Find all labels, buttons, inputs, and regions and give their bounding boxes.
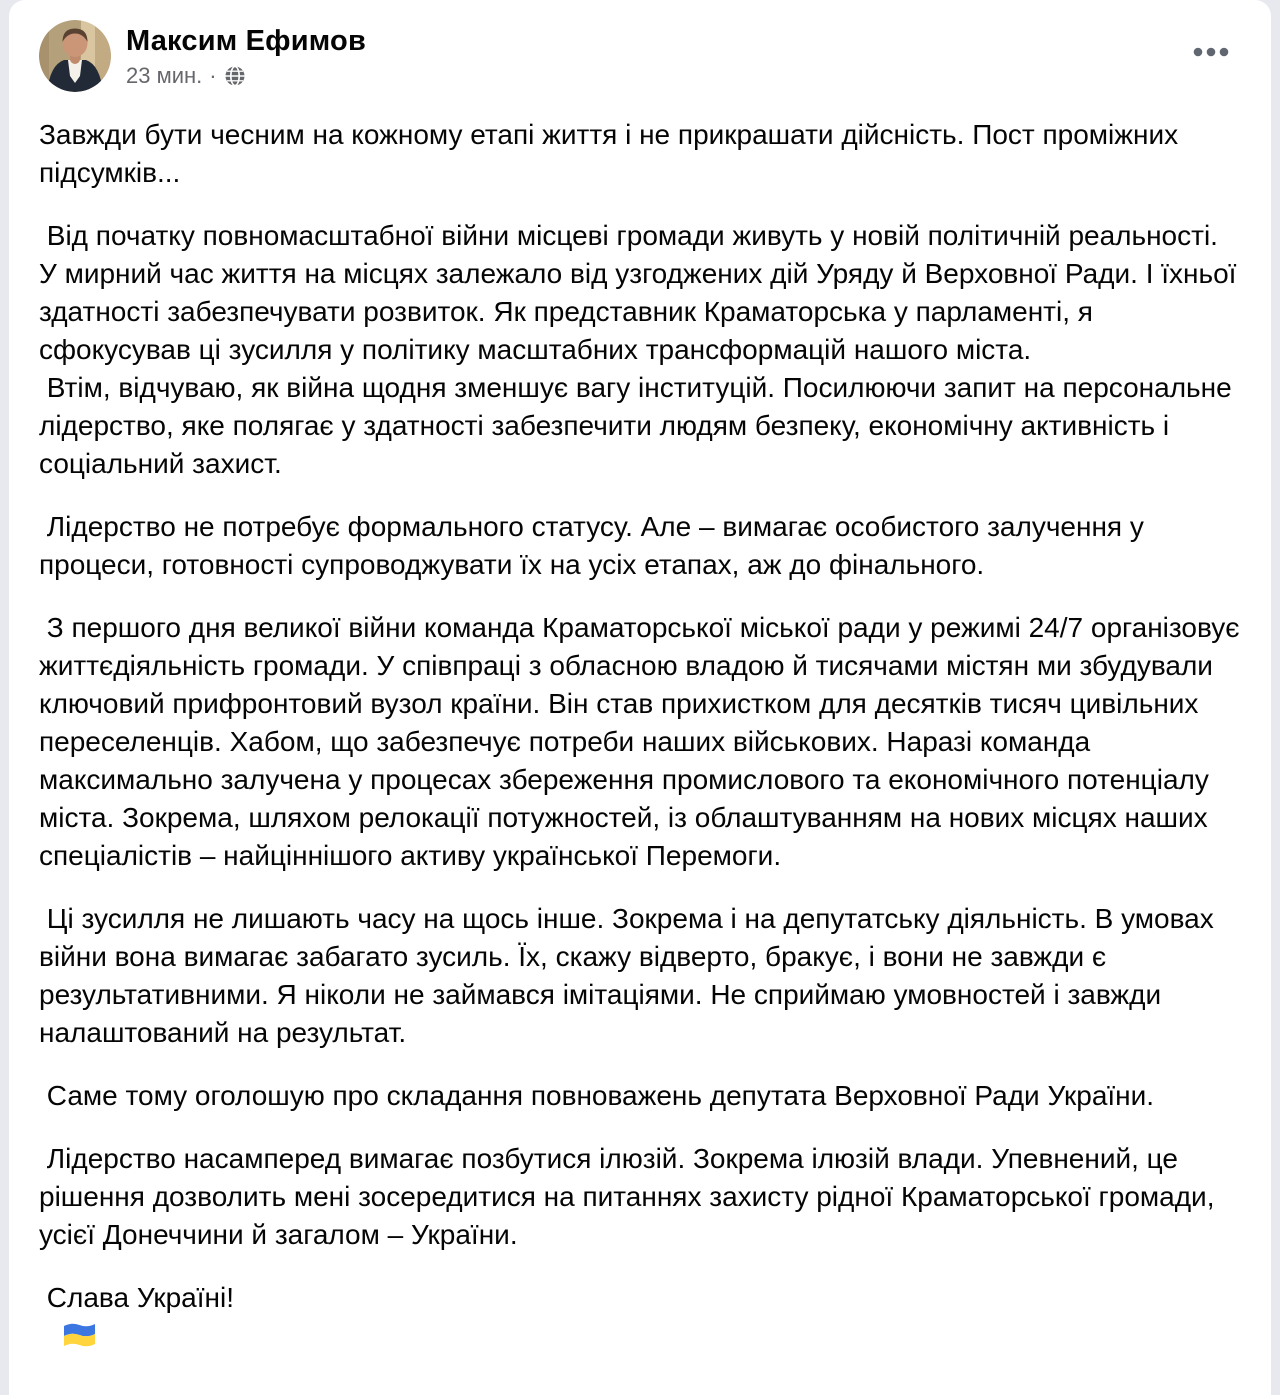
post-paragraph: Ці зусилля не лишають часу на щось інше. Зокрема і на депутатську діяльність. В умовах війни вона вимагає забагато зусиль. Їх, скажу відверто, бракує, і вони не завжди є результативними. Я ніколи не займався імітаціями. Не сприймаю умовностей і завжди налаштований на результат. [39,903,1222,1048]
globe-icon [224,65,246,87]
post-header [39,20,1241,92]
post-paragraph: Слава Україні! [39,1279,1241,1355]
post-paragraph: Саме тому оголошую про складання повноважень депутата Верховної Ради України. [39,1080,1155,1111]
post-meta-row [126,63,366,89]
post-text [39,116,1248,1355]
meta-separator: · [209,62,217,88]
author-name[interactable]: Максим Ефимов [126,24,366,57]
three-dots-icon [1193,46,1229,61]
avatar[interactable] [39,20,111,92]
post-card [9,0,1271,1395]
header-meta [126,24,366,89]
post-paragraph: Лідерство не потребує формального статусу. Але – вимагає особистого залучення у процеси, готовності супроводжувати їх на усіх етапах, аж до фінального. [39,511,1152,580]
post-paragraph: Завжди бути чесним на кожному етапі життя і не прикрашати дійсність. Пост проміжних підсумків... [39,119,1186,188]
post-paragraph: З першого дня великої війни команда Краматорської міської ради у режимі 24/7 організовує життєдіяльність громади. У співпраці з обласною владою й тисячами містян ми збудували ключовий прифронтовий вузол країни. Він став прихистком для десятків тисяч цивільних переселенців. Хабом, що забезпечує потреби наших військових. Наразі команда максимально залучена у процесах збереження промислового та економічного потенціалу міста. Зокрема, шляхом релокації потужностей, із облаштуванням на нових місцях наших спеціалістів – найціннішого активу української Перемоги. [39,612,1248,871]
ukraine-flag-emoji [61,1321,98,1349]
post-paragraph: Від початку повномасштабної війни місцеві громади живуть у новій політичній реальності. У мирний час життя на місцях залежало від узгоджених дій Уряду й Верховної Ради. І їхньої здатності забезпечувати розвиток. Як представник Краматорська у парламенті, я сфокусував ці зусилля у політику масштабних трансформацій нашого міста. [39,220,1245,365]
post-paragraph: Лідерство насамперед вимагає позбутися ілюзій. Зокрема ілюзій влади. Упевнений, це рішення дозволить мені зосередитися на питаннях захисту рідної Краматорської громади, усієї Донеччини й загалом – України. [39,1143,1223,1250]
post-paragraph: Втім, відчуваю, як війна щодня зменшує вагу інституцій. Посилюючи запит на персональне лідерство, яке полягає у здатності забезпечити людям безпеку, економічну активність і соціальний захист. [39,372,1240,479]
timestamp[interactable]: 23 мин. [126,62,203,88]
more-options-button[interactable] [1187,40,1235,64]
